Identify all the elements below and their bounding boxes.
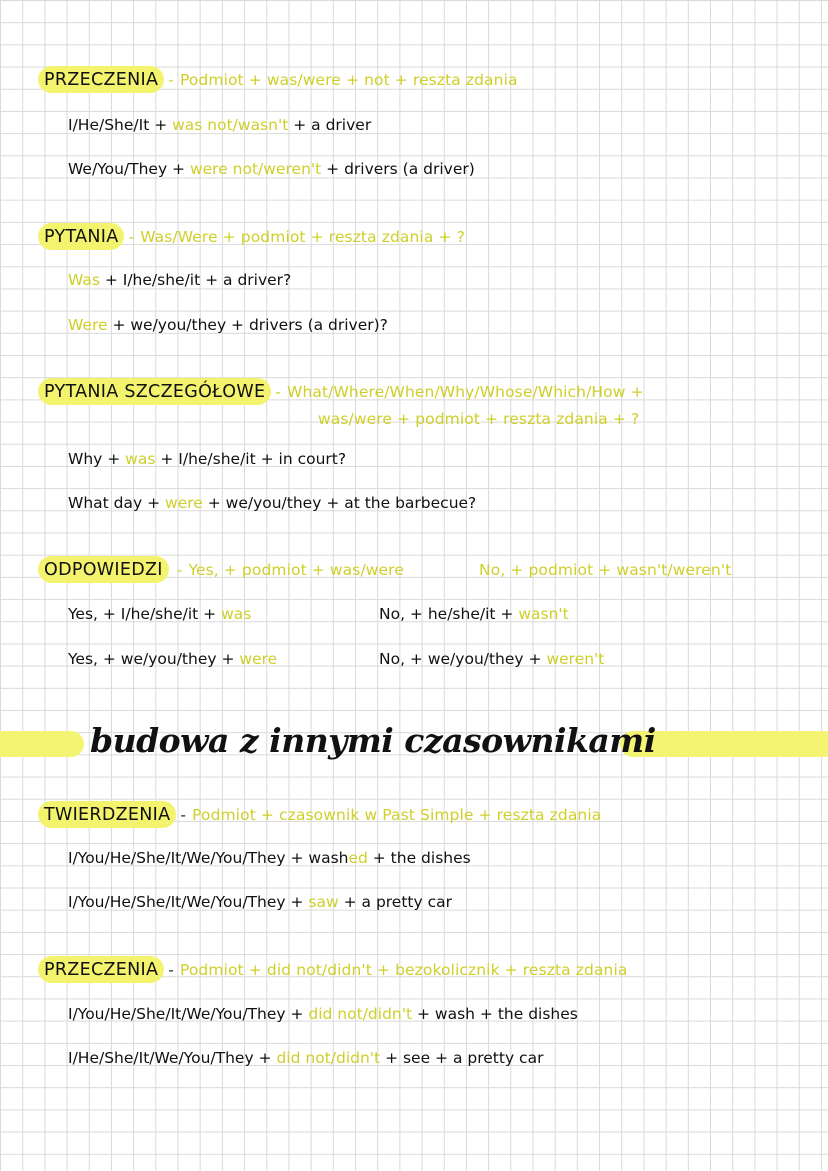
section-header-odpowiedzi bbox=[38, 556, 404, 583]
dash: - bbox=[176, 560, 183, 579]
dash: - bbox=[180, 805, 187, 824]
example-line: I/He/She/It/We/You/They + did not/didn't + see + a pretty car bbox=[68, 1049, 544, 1067]
section-rule: - What/Where/When/Why/Whose/Which/How + bbox=[275, 382, 644, 401]
example-line: I/You/He/She/It/We/You/They + washed + the dishes bbox=[68, 849, 471, 867]
section-header-pytania-szczegolowe bbox=[38, 378, 644, 405]
dash: - bbox=[275, 382, 282, 401]
example-line-yes: Yes, + we/you/they + were bbox=[68, 650, 278, 668]
section-title-pill: PRZECZENIA bbox=[38, 956, 164, 983]
section-rule-continued: was/were + podmiot + reszta zdania + ? bbox=[318, 410, 640, 428]
section-title-pill: PRZECZENIA bbox=[38, 66, 164, 93]
section-title-pill: TWIERDZENIA bbox=[38, 801, 176, 828]
example-line: I/He/She/It + was not/wasn't + a driver bbox=[68, 116, 372, 134]
section-header-przeczenia-was bbox=[38, 66, 518, 93]
dash: - bbox=[168, 960, 174, 979]
section-title-pill: ODPOWIEDZI bbox=[38, 556, 169, 583]
section-title-pill: PYTANIA SZCZEGÓŁOWE bbox=[38, 378, 271, 405]
example-line-yes: Yes, + I/he/she/it + was bbox=[68, 605, 252, 623]
example-line: I/You/He/She/It/We/You/They + saw + a pretty car bbox=[68, 893, 452, 911]
section-rule-yes: - Yes, + podmiot + was/were bbox=[176, 560, 404, 579]
section-rule: - Podmiot + was/were + not + reszta zdania bbox=[168, 70, 518, 89]
example-line-no: No, + he/she/it + wasn't bbox=[379, 605, 569, 623]
section-header-przeczenia-did bbox=[38, 956, 627, 983]
section-title-pill: PYTANIA bbox=[38, 223, 124, 250]
dash: - bbox=[168, 70, 174, 89]
section-rule: - Podmiot + did not/didn't + bezokolicznik + reszta zdania bbox=[168, 960, 628, 979]
section-header-pytania bbox=[38, 223, 465, 250]
section-rule-no: No, + podmiot + wasn't/weren't bbox=[479, 561, 732, 579]
dash: - bbox=[128, 227, 135, 246]
example-line: What day + were + we/you/they + at the barbecue? bbox=[68, 494, 477, 512]
section-rule: - Podmiot + czasownik w Past Simple + reszta zdania bbox=[180, 805, 602, 824]
section-header-twierdzenia bbox=[38, 801, 601, 828]
divider-highlight-left bbox=[0, 731, 84, 757]
example-line-no: No, + we/you/they + weren't bbox=[379, 650, 605, 668]
example-line: Was + I/he/she/it + a driver? bbox=[68, 271, 292, 289]
section-rule: - Was/Were + podmiot + reszta zdania + ? bbox=[128, 227, 465, 246]
example-line: I/You/He/She/It/We/You/They + did not/didn't + wash + the dishes bbox=[68, 1005, 578, 1023]
example-line: Why + was + I/he/she/it + in court? bbox=[68, 450, 347, 468]
example-line: Were + we/you/they + drivers (a driver)? bbox=[68, 316, 388, 334]
example-line: We/You/They + were not/weren't + drivers (a driver) bbox=[68, 160, 475, 178]
divider-title: budowa z innymi czasownikami bbox=[90, 721, 656, 760]
